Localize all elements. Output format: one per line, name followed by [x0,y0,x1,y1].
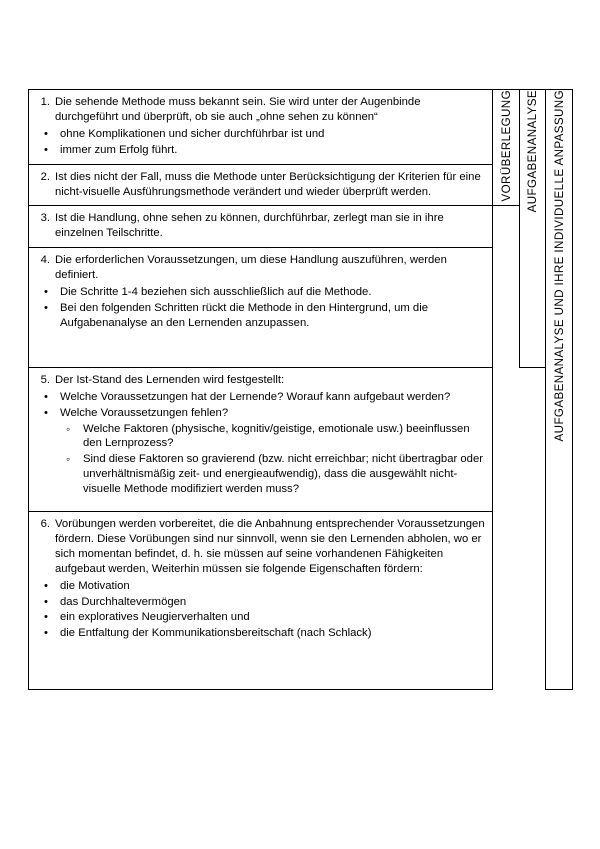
step-bullets-1 [36,127,485,158]
step-cell-2 [29,164,493,206]
list-item: ◦ Welche Faktoren (physische, kognitiv/geistige, emotionale usw.) beeinflussen den Lernprozess? [60,422,485,452]
list-item: • das Durchhaltevermögen [36,595,485,610]
list-item: • Welche Voraussetzungen hat der Lernende? Worauf kann aufgebaut werden? [36,390,485,405]
side-label-anpassung: AUFGABENANALYSE UND IHRE INDIVIDUELLE ANPASSUNG [552,90,566,442]
list-item: • ohne Komplikationen und sicher durchführbar ist und [36,127,485,142]
table-row [29,90,573,165]
list-item: • die Motivation [36,579,485,594]
step-bullets-4 [36,285,485,331]
step-text-5: Der Ist-Stand des Lernenden wird festgestellt: [55,373,285,386]
step-text-6: Vorübungen werden vorbereitet, die die Anbahnung entsprechender Voraussetzungen fördern. Diese Vorübungen sind nur sinnvoll, wenn sie den Lernenden abholen, wo er sich momentan befindet, d. h. sie müssen auf seine vorhandenen Fähigkeiten aufgebaut werden, Weiterhin müssen sie folgende Eigenschaften fördern: [55,518,485,575]
analysis-matrix-table [28,89,573,690]
step-number-1: 1. [40,96,50,108]
list-item: • Bei den folgenden Schritten rückt die Methode in den Hintergrund, um die Aufgabenanalyse an den Lernenden anzupassen. [36,301,485,331]
step-subbullets-5 [60,422,485,498]
list-item: ◦ Sind diese Faktoren so gravierend (bzw. nicht erreichbar; nicht übertragbar oder unverhältnismäßig zeit- und energieaufwendig), dass die ausgewählt nicht-visuelle Methode modifiziert werden muss? [60,452,485,497]
step-number-2: 2. [40,170,50,183]
step-cell-1 [29,90,493,165]
step-cell-5 [29,367,493,511]
document-table-container [28,89,573,690]
list-item-label: Welche Voraussetzungen fehlen? [60,406,229,419]
step-number-5: 5. [40,373,50,386]
table-row [29,367,573,511]
list-item: • ein exploratives Neugierverhalten und [36,610,485,625]
step-number-4: 4. [40,254,50,267]
list-item [36,406,485,497]
side-label-anpassung-cell [546,90,573,690]
table-row [29,206,573,248]
step-number-6: 6. [40,518,50,531]
side-label-aufgabenanalyse-cell [519,90,546,368]
step-cell-4 [29,248,493,368]
list-item: • immer zum Erfolg führt. [36,143,485,158]
step-text-1: Die sehende Methode muss bekannt sein. Sie wird unter der Augenbinde durchgeführt und überprüft, ob sie auch „ohne sehen zu können“ [55,96,421,123]
table-row [29,164,573,206]
side-label-vorueberlegung-cell [493,90,520,206]
step-bullets-6 [36,579,485,642]
side-label-vorueberlegung: VORÜBERLEGUNG [499,90,513,202]
step-cell-6 [29,512,493,690]
step-text-4: Die erforderlichen Voraussetzungen, um diese Handlung auszuführen, werden definiert. [55,254,447,282]
step-number-3: 3. [40,212,50,225]
step-text-3: Ist die Handlung, ohne sehen zu können, durchführbar, zerlegt man sie in ihre einzelnen Teilschritte. [55,212,444,240]
side-label-aufgabenanalyse: AUFGABENANALYSE [526,90,540,213]
step-cell-3 [29,206,493,248]
list-item: • Die Schritte 1-4 beziehen sich ausschließlich auf die Methode. [36,285,485,300]
step-bullets-5 [36,390,485,497]
list-item: • die Entfaltung der Kommunikationsbereitschaft (nach Schlack) [36,626,485,641]
table-row [29,248,573,368]
table-row [29,512,573,690]
step-text-2: Ist dies nicht der Fall, muss die Methode unter Berücksichtigung der Kriterien für eine nicht-visuelle Ausführungsmethode verändert und wieder überprüft werden. [55,170,481,198]
